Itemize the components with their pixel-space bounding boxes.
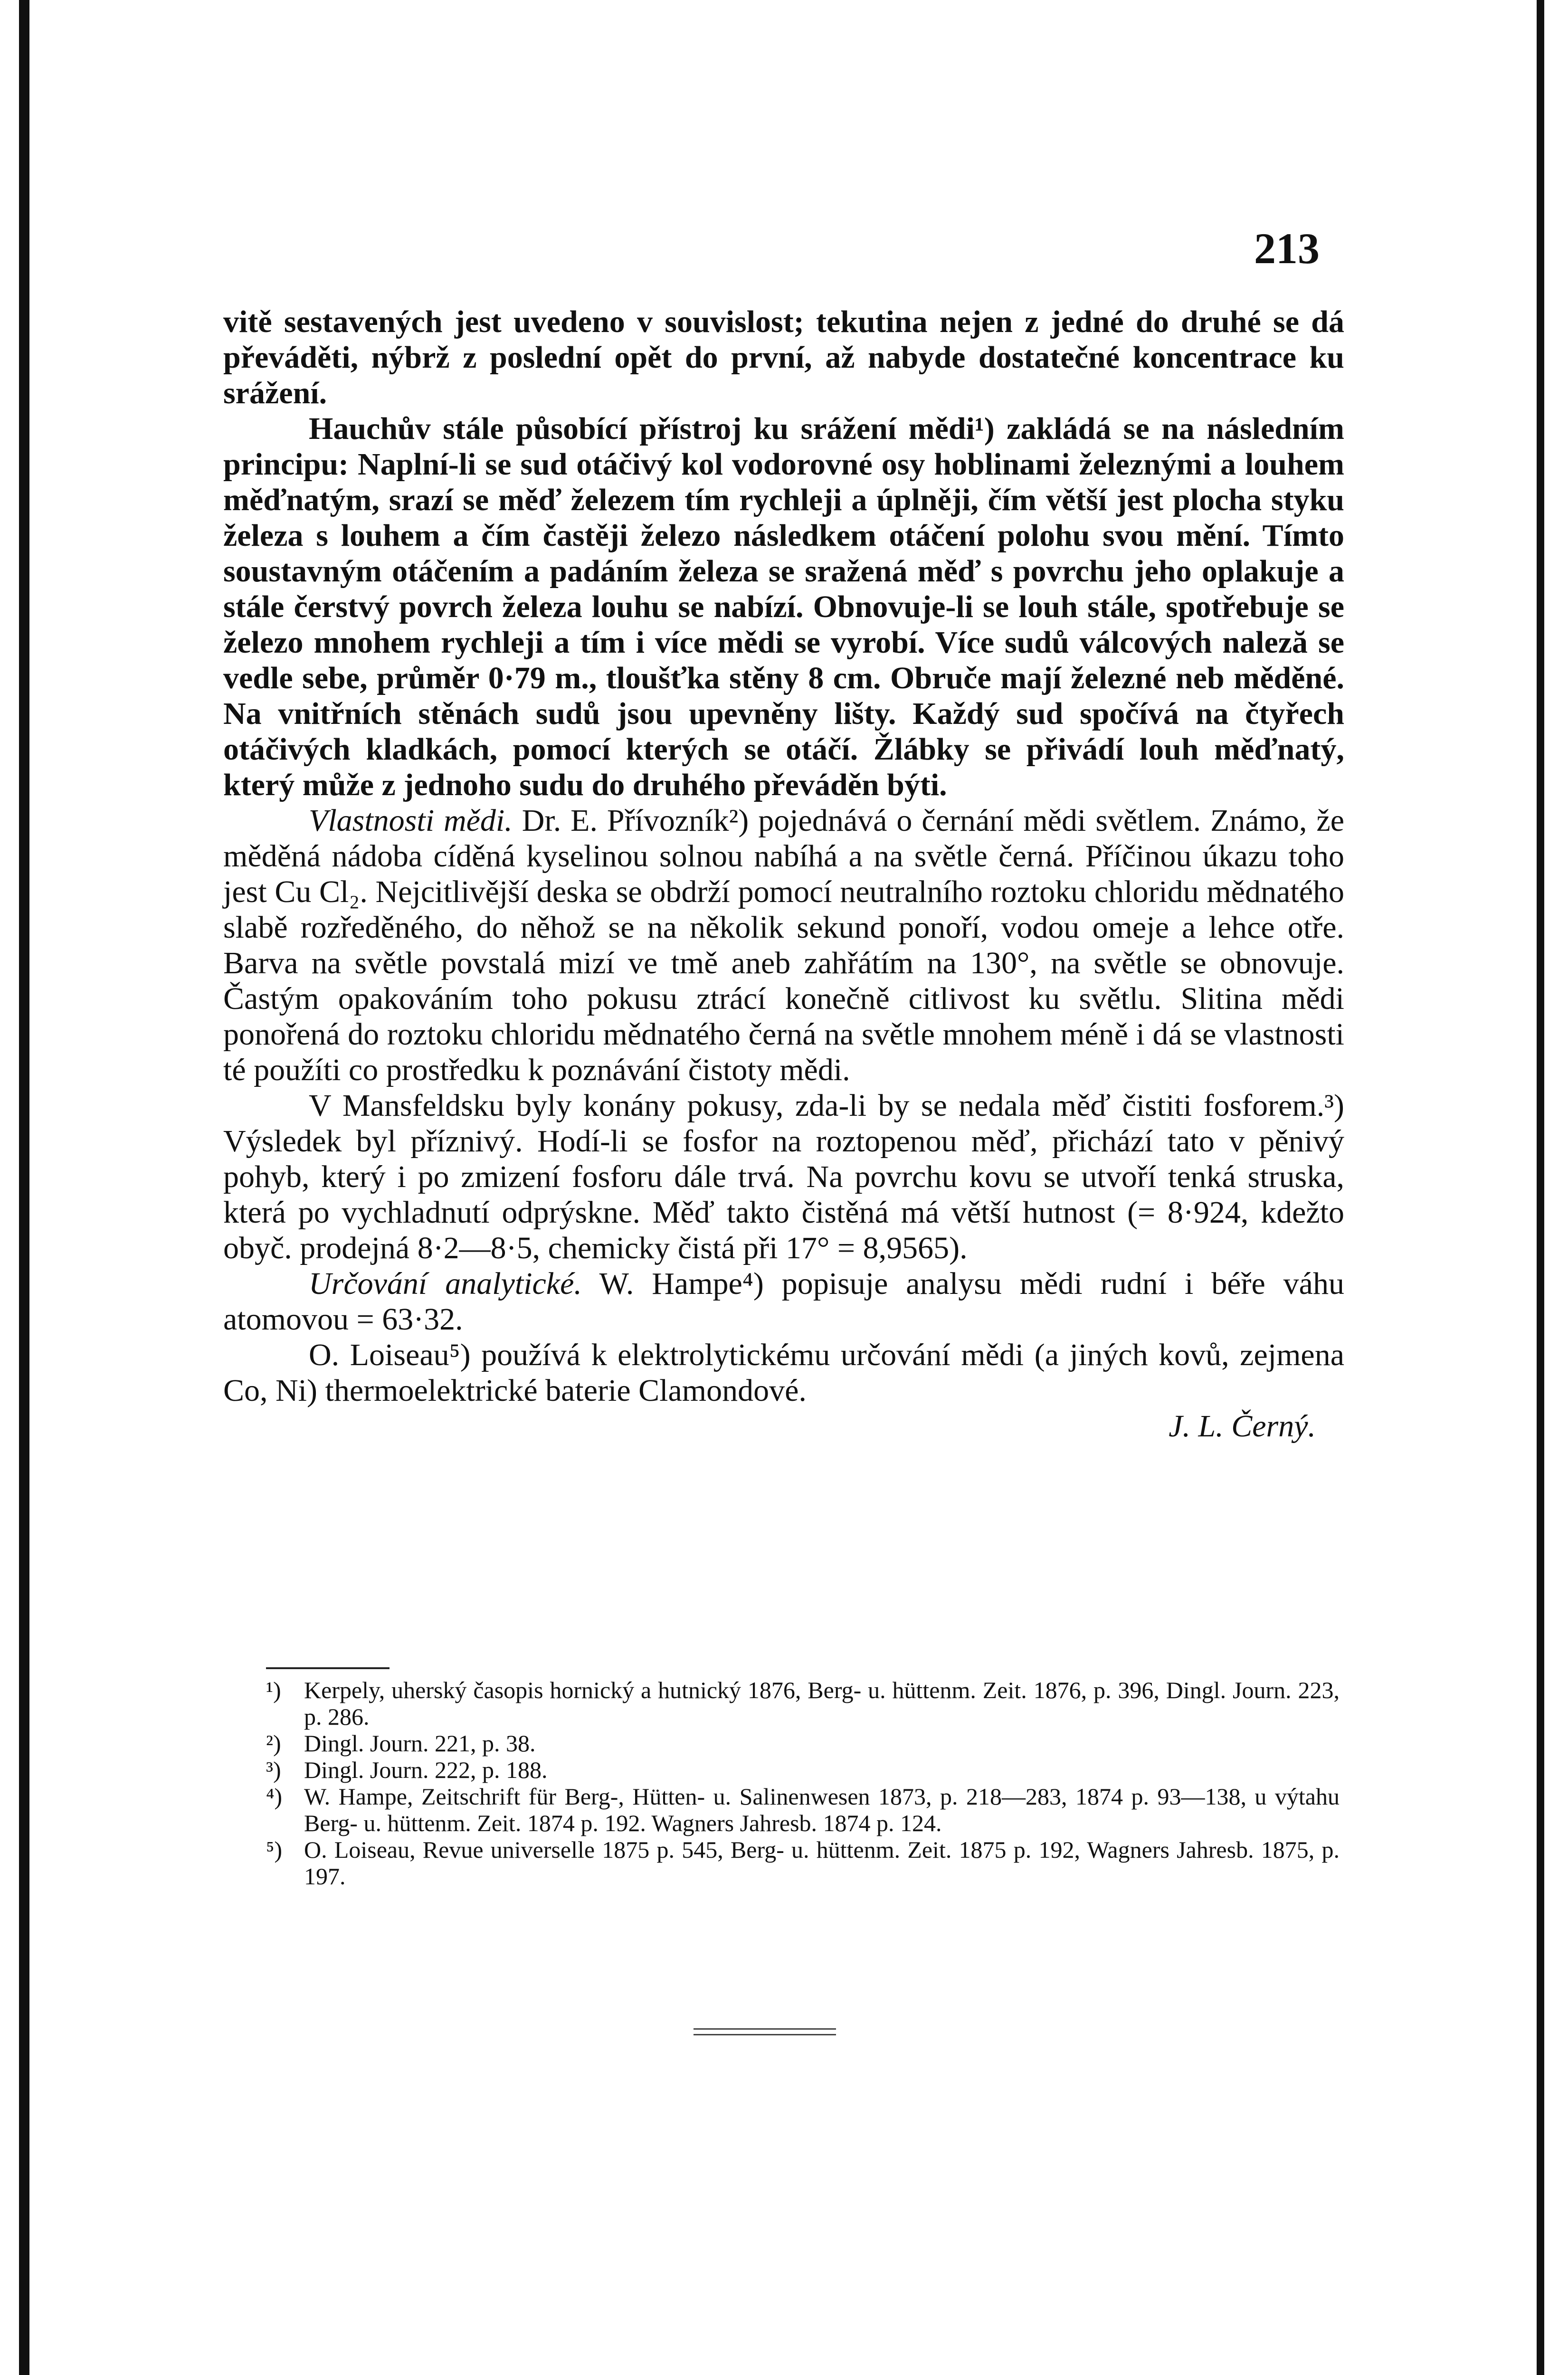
author-signature: J. L. Černý. <box>1169 1409 1316 1444</box>
footnote-item <box>266 1783 1340 1836</box>
paragraph-mansfeld: V Mansfeldsku byly konány pokusy, zda-li by se nedala měď čistiti fosforem.³) Výsledek byl příznivý. Hodí-li se fosfor na roztopenou měď, přichází tato v pěnivý pohyb, který i po zmizení fosforu dále trvá. Na povrchu kovu se utvoří tenká struska, která po vychladnutí odprýskne. Měď takto čistěná má větší hutnost (= 8·924, kdežto obyč. prodejná 8·2—8·5, chemicky čistá při 17° = 8,9565). <box>223 1088 1344 1265</box>
footnote-text: W. Hampe, Zeitschrift für Berg-, Hütten- u. Salinenwesen 1873, p. 218—283, 1874 p. 93—138, u výtahu Berg- u. hüttenm. Zeit. 1874 p. 192. Wagners Jahresb. 1874 p. 124. <box>304 1783 1340 1836</box>
paragraph-properties-text: Dr. E. Přívozník²) pojednává o černání mědi světlem. Známo, že měděná nádoba cíděná kyselinou solnou nabíhá a na světle černá. Příčinou úkazu toho jest Cu Cl₂. Nejcitlivější deska se obdrží pomocí neutralního roztoku chloridu mědnatého slabě rozředěného, do něhož se na několik sekund ponoří, vodou omeje a lehce otře. Barva na světle povstalá mizí ve tmě aneb zahřátím na 130°, na světle se obnovuje. Častým opakováním toho pokusu ztrácí konečně citlivost ku světlu. Slitina mědi ponořená do roztoku chloridu mědnatého černá na světle mnohem méně i dá se vlastnosti té použíti co prostředku k poznávání čistoty mědi. <box>223 803 1345 1087</box>
footnote-mark: ¹) <box>266 1677 281 1703</box>
footnote-text: Kerpely, uherský časopis hornický a hutnický 1876, Berg- u. hüttenm. Zeit. 1876, p. 396, Dingl. Journ. 223, p. 286. <box>304 1677 1340 1730</box>
footnote-mark: ³) <box>266 1757 281 1783</box>
paragraph-continuation: vitě sestavených jest uvedeno v souvislost; tekutina nejen z jedné do druhé se dá převáděti, nýbrž z poslední opět do první, až nabyde dostatečné koncentrace ku srážení. <box>223 304 1344 410</box>
end-rule-top <box>694 2028 836 2030</box>
footnote-mark: ⁴) <box>266 1783 283 1810</box>
footnote-item <box>266 1836 1340 1890</box>
footnotes <box>266 1677 1340 1890</box>
footnote-text: Dingl. Journ. 222, p. 188. <box>304 1757 548 1783</box>
paragraph-analytical-text: W. Hampe⁴) popisuje analysu mědi rudní i béře váhu atomovou = 63·32. <box>223 1266 1344 1337</box>
paragraph-properties <box>223 803 1344 1088</box>
footnote-item <box>266 1757 1340 1783</box>
paragraph-hauch-apparatus: Hauchův stále působící přístroj ku srážení mědi¹) zakládá se na následním principu: Naplní-li se sud otáčivý kol vodorovné osy hoblinami železnými a louhem měďnatým, srazí se měď železem tím rychleji a úplněji, čím větší jest plocha styku železa s louhem a čím častěji železo následkem otáčení polohu svou mění. Tímto soustavným otáčením a padáním železa se sražená měď s povrchu jeho oplakuje a stále čerstvý povrch železa louhu se nabízí. Obnovuje-li se louh stále, spotřebuje se železo mnohem rychleji a tím i více mědi se vyrobí. Více sudů válcových naleză se vedle sebe, průměr 0·79 m., tloušťka stěny 8 cm. Obruče mají železné neb měděné. Na vnitřních stěnách sudů jsou upevněny lišty. Každý sud spočívá na čtyřech otáčivých kladkách, pomocí kterých se otáčí. Žlábky se přivádí louh měďnatý, který může z jednoho sudu do druhého převáděn býti. <box>223 411 1344 802</box>
section-heading-analytical: Určování analytické. <box>309 1266 582 1301</box>
footnote-item <box>266 1730 1340 1757</box>
footnote-divider <box>266 1667 390 1669</box>
footnote-text: O. Loiseau, Revue universelle 1875 p. 545, Berg- u. hüttenm. Zeit. 1875 p. 192, Wagners Jahresb. 1875, p. 197. <box>304 1836 1340 1890</box>
section-heading-properties: Vlastnosti mědi. <box>309 803 513 838</box>
main-text <box>223 304 1344 1444</box>
footnote-item <box>266 1677 1340 1730</box>
paragraph-loiseau: O. Loiseau⁵) používá k elektrolytickému určování mědi (a jiných kovů, zejmena Co, Ni) thermoelektrické baterie Clamondové. <box>223 1338 1344 1408</box>
footnote-mark: ⁵) <box>266 1836 283 1863</box>
scan-left-edge <box>19 0 29 2375</box>
scan-right-edge <box>1537 0 1544 2375</box>
footnote-mark: ²) <box>266 1730 281 1757</box>
footnote-text: Dingl. Journ. 221, p. 38. <box>304 1730 536 1757</box>
end-rule-bottom <box>694 2034 836 2035</box>
page-number: 213 <box>1254 224 1320 273</box>
paragraph-analytical <box>223 1266 1344 1337</box>
